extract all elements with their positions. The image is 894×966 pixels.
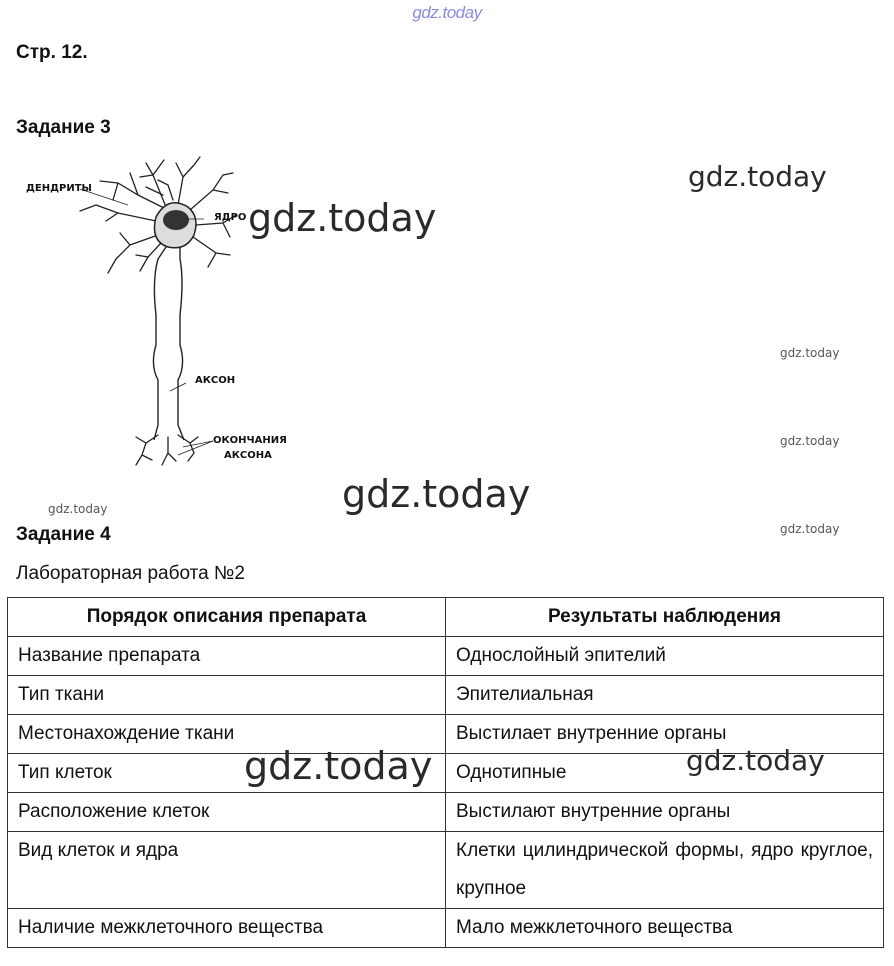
watermark-2: gdz.today xyxy=(688,160,827,193)
watermark-1: gdz.today xyxy=(248,196,437,240)
label-axon-endings-1: ОКОНЧАНИЯ xyxy=(213,435,287,446)
table-row xyxy=(8,637,884,676)
watermark-7: gdz.today xyxy=(780,522,840,536)
watermark-6: gdz.today xyxy=(48,502,108,516)
table-cell: Название препарата xyxy=(8,637,446,676)
table-cell: Эпителиальная xyxy=(446,676,884,715)
watermark-5: gdz.today xyxy=(342,472,531,516)
task3-heading: Задание 3 xyxy=(16,117,111,138)
task4-heading: Задание 4 xyxy=(16,524,111,545)
table-cell: Вид клеток и ядра xyxy=(8,832,446,909)
watermark-8: gdz.today xyxy=(244,744,433,788)
table-cell: Местонахождение ткани xyxy=(8,715,446,754)
watermark-top: gdz.today xyxy=(412,3,482,22)
table-cell: Мало межклеточного вещества xyxy=(446,909,884,948)
table-row xyxy=(8,793,884,832)
label-dendrites: ДЕНДРИТЫ xyxy=(26,183,92,194)
table-cell: Выстилает внутренние органы xyxy=(446,715,884,754)
table-cell: Выстилают внутренние органы xyxy=(446,793,884,832)
label-axon: АКСОН xyxy=(195,375,236,386)
table-header-cell: Результаты наблюдения xyxy=(446,598,884,637)
table-cell: Тип клеток xyxy=(8,754,446,793)
table-header-cell: Порядок описания препарата xyxy=(8,598,446,637)
table-cell: Однослойный эпителий xyxy=(446,637,884,676)
label-nucleus: ЯДРО xyxy=(214,212,247,223)
table-header-row xyxy=(8,598,884,637)
watermark-4: gdz.today xyxy=(780,434,840,448)
page-reference: Стр. 12. xyxy=(16,42,88,63)
table-row xyxy=(8,832,884,909)
task4-subtitle: Лабораторная работа №2 xyxy=(16,563,245,584)
table-cell: Однотипные xyxy=(446,754,884,793)
table-cell: Тип ткани xyxy=(8,676,446,715)
table-row xyxy=(8,676,884,715)
label-axon-endings-2: АКСОНА xyxy=(224,450,272,461)
table-cell: Расположение клеток xyxy=(8,793,446,832)
table-cell: Наличие межклеточного вещества xyxy=(8,909,446,948)
table-cell: Клетки цилиндрической формы, ядро круглое, крупное xyxy=(446,832,884,909)
watermark-3: gdz.today xyxy=(780,346,840,360)
table-row xyxy=(8,909,884,948)
watermark-9: gdz.today xyxy=(686,744,825,777)
